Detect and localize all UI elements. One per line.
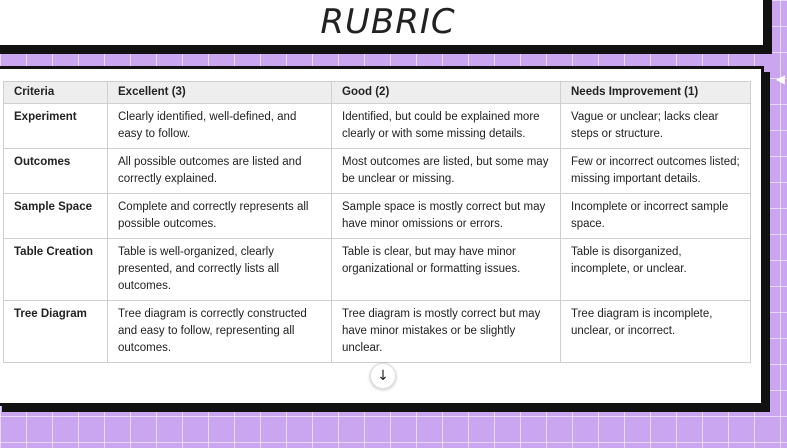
good-cell: Most outcomes are listed, but some may be unclear or missing. — [332, 149, 561, 194]
column-header-criteria: Criteria — [4, 82, 108, 104]
good-cell: Sample space is mostly correct but may have minor omissions or errors. — [332, 194, 561, 239]
needs-improvement-cell: Few or incorrect outcomes listed; missing important details. — [561, 149, 751, 194]
table-row — [4, 104, 751, 149]
column-header-needs-improvement: Needs Improvement (1) — [561, 82, 751, 104]
arrow-down-icon: ↓ — [377, 368, 389, 384]
criteria-cell: Experiment — [4, 104, 108, 149]
excellent-cell: Tree diagram is correctly constructed and easy to follow, representing all outcomes. — [108, 301, 332, 363]
criteria-cell: Outcomes — [4, 149, 108, 194]
title-card — [0, 0, 766, 48]
needs-improvement-cell: Incomplete or incorrect sample space. — [561, 194, 751, 239]
good-cell: Tree diagram is mostly correct but may have minor mistakes or be slightly unclear. — [332, 301, 561, 363]
rubric-table — [3, 81, 751, 363]
scroll-down-button[interactable] — [370, 363, 396, 389]
rubric-card — [0, 66, 764, 406]
column-header-excellent: Excellent (3) — [108, 82, 332, 104]
criteria-cell: Sample Space — [4, 194, 108, 239]
excellent-cell: All possible outcomes are listed and correctly explained. — [108, 149, 332, 194]
column-header-good: Good (2) — [332, 82, 561, 104]
criteria-cell: Tree Diagram — [4, 301, 108, 363]
good-cell: Identified, but could be explained more clearly or with some missing details. — [332, 104, 561, 149]
table-row — [4, 194, 751, 239]
rubric-table-container[interactable] — [3, 81, 750, 384]
table-row — [4, 301, 751, 363]
table-row — [4, 239, 751, 301]
excellent-cell: Complete and correctly represents all possible outcomes. — [108, 194, 332, 239]
good-cell: Table is clear, but may have minor organizational or formatting issues. — [332, 239, 561, 301]
excellent-cell: Clearly identified, well-defined, and easy to follow. — [108, 104, 332, 149]
arrow-left-icon: ◀ — [775, 72, 785, 86]
needs-improvement-cell: Table is disorganized, incomplete, or unclear. — [561, 239, 751, 301]
table-header-row — [4, 82, 751, 104]
table-row — [4, 149, 751, 194]
bottom-fade — [0, 387, 761, 403]
page-title: RUBRIC — [320, 2, 456, 42]
needs-improvement-cell: Tree diagram is incomplete, unclear, or incorrect. — [561, 301, 751, 363]
criteria-cell: Table Creation — [4, 239, 108, 301]
excellent-cell: Table is well-organized, clearly presented, and correctly lists all outcomes. — [108, 239, 332, 301]
needs-improvement-cell: Vague or unclear; lacks clear steps or structure. — [561, 104, 751, 149]
